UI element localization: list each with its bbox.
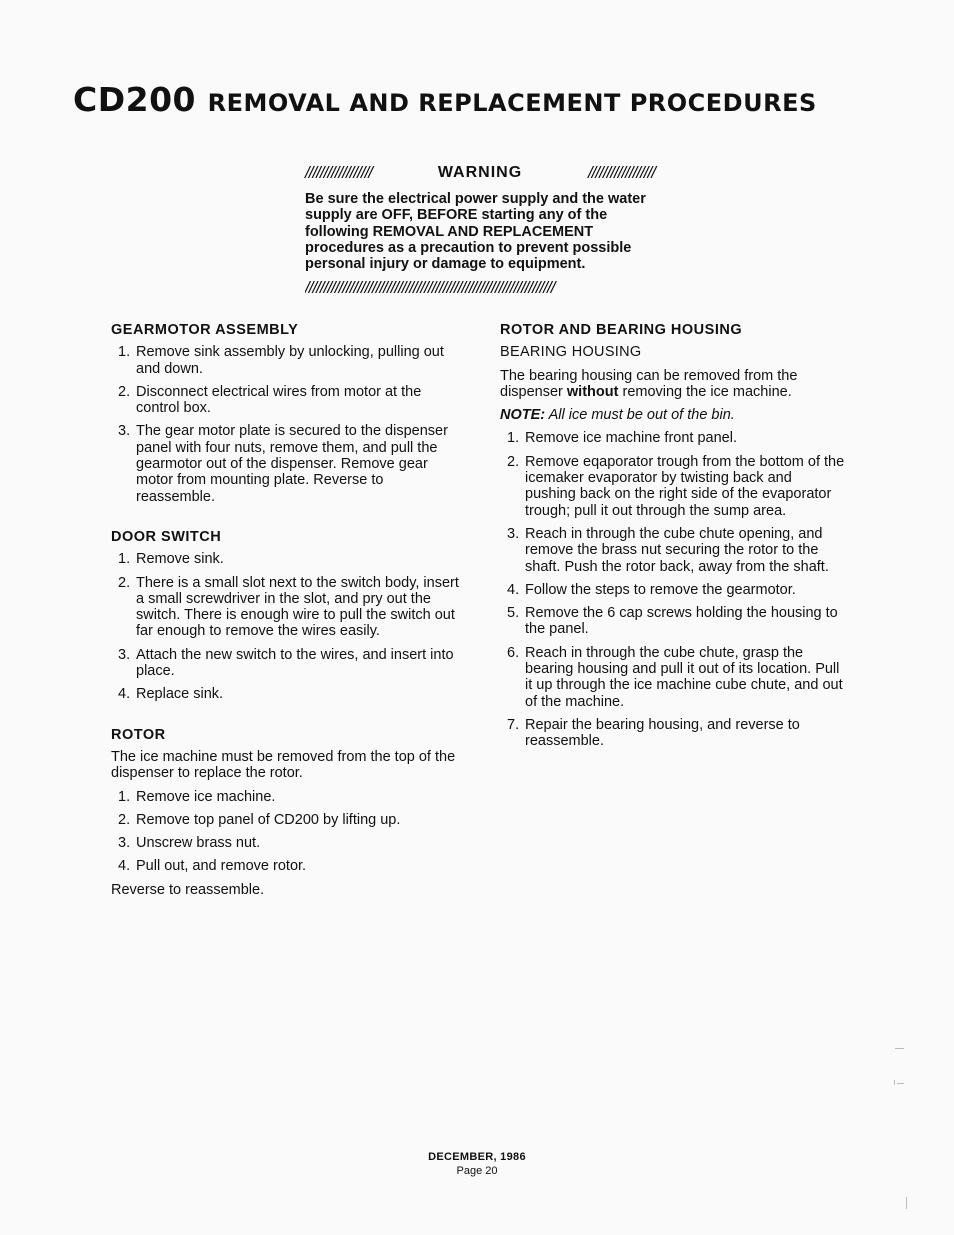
step-list [111, 551, 461, 702]
section-title: GEARMOTOR ASSEMBLY [111, 322, 299, 338]
footer-date: DECEMBER, 1986 [428, 1151, 526, 1163]
list-item: 5. Remove the 6 cap screws holding the housing to the panel. [507, 605, 838, 638]
warning-box [305, 163, 655, 298]
step-list [111, 344, 461, 505]
left-column [111, 322, 461, 905]
warning-header [305, 163, 655, 183]
warning-slashes-right: ////////////////// [587, 163, 655, 182]
list-item: 2. Disconnect electrical wires from motor at the control box. [118, 383, 422, 417]
bearing-subhead: BEARING HOUSING [500, 344, 642, 361]
section-title: ROTOR AND BEARING HOUSING [500, 322, 743, 338]
warning-text: Be sure the electrical power supply and the water supply are OFF, BEFORE starting any of the following REMOVAL AND REPLACEMENT procedures as a precaution to prevent possible personal injury or damage to equipment. [305, 191, 646, 273]
list-item: 1. Remove sink assembly by unlocking, pulling out and down. [118, 344, 444, 377]
page-footer [0, 1150, 954, 1178]
rotor-section [111, 727, 461, 898]
scan-artifact [894, 1080, 895, 1085]
warning-rule: /////////////////////////////////////////////////////////////////// [305, 278, 555, 298]
bearing-note: NOTE: All ice must be out of the bin. [500, 407, 735, 424]
page-title [73, 80, 817, 119]
rotor-outro: Reverse to reassemble. [111, 881, 265, 898]
rotor-intro: The ice machine must be removed from the top of the dispenser to replace the rotor. [111, 748, 456, 782]
section-title: ROTOR [111, 726, 166, 743]
step-list [111, 789, 461, 875]
section-title: DOOR SWITCH [111, 528, 222, 545]
list-item: 6. Reach in through the cube chute, grasp the bearing housing and pull it out of its location. Pull it up through the ice machine cube chute, and out of the machine. [507, 644, 843, 710]
list-item: 7. Repair the bearing housing, and reverse to reassemble. [507, 716, 800, 750]
list-item: 2. There is a small slot next to the switch body, insert a small screwdriver in the slot, and pry out the switch. There is enough wire to pull the switch out far enough to remove the wires easily. [118, 574, 459, 640]
page-number: Page 20 [456, 1165, 498, 1177]
list-item: 3. Reach in through the cube chute opening, and remove the brass nut securing the rotor to the shaft. Push the rotor back, away from the shaft. [507, 525, 829, 575]
scan-artifact [895, 1048, 904, 1049]
list-item: 4. Replace sink. [118, 686, 224, 703]
list-item: 3. The gear motor plate is secured to the dispenser panel with four nuts, remove them, and pull the gearmotor out of the dispenser. Remove gear motor from mounting plate. Reverse to reassemble. [118, 423, 448, 505]
gearmotor-section [111, 322, 461, 505]
list-item: 1. Remove ice machine. [118, 788, 276, 805]
step-list [500, 430, 845, 749]
list-item: 2. Remove eqaporator trough from the bottom of the icemaker evaporator by twisting back and pushing back on the right side of the evaporator trough; pull it out through the sump area. [507, 453, 845, 519]
title-text: REMOVAL AND REPLACEMENT PROCEDURES [207, 89, 817, 117]
rotor-bearing-section [500, 322, 845, 750]
list-item: 3. Unscrew brass nut. [118, 835, 261, 852]
list-item: 4. Follow the steps to remove the gearmotor. [507, 581, 796, 598]
warning-slashes-left: ////////////////// [305, 163, 373, 182]
bearing-intro: The bearing housing can be removed from the dispenser without removing the ice machine. [500, 367, 798, 400]
list-item: 2. Remove top panel of CD200 by lifting up. [118, 811, 401, 828]
list-item: 1. Remove ice machine front panel. [507, 430, 737, 447]
door-switch-section [111, 529, 461, 703]
list-item: 4. Pull out, and remove rotor. [118, 858, 307, 875]
scan-artifact [897, 1083, 904, 1084]
right-column [500, 322, 845, 757]
list-item: 1. Remove sink. [118, 551, 224, 568]
scan-artifact [906, 1197, 907, 1209]
list-item: 3. Attach the new switch to the wires, and insert into place. [118, 646, 454, 680]
title-model: CD200 [73, 80, 196, 119]
warning-label: WARNING [437, 164, 523, 181]
